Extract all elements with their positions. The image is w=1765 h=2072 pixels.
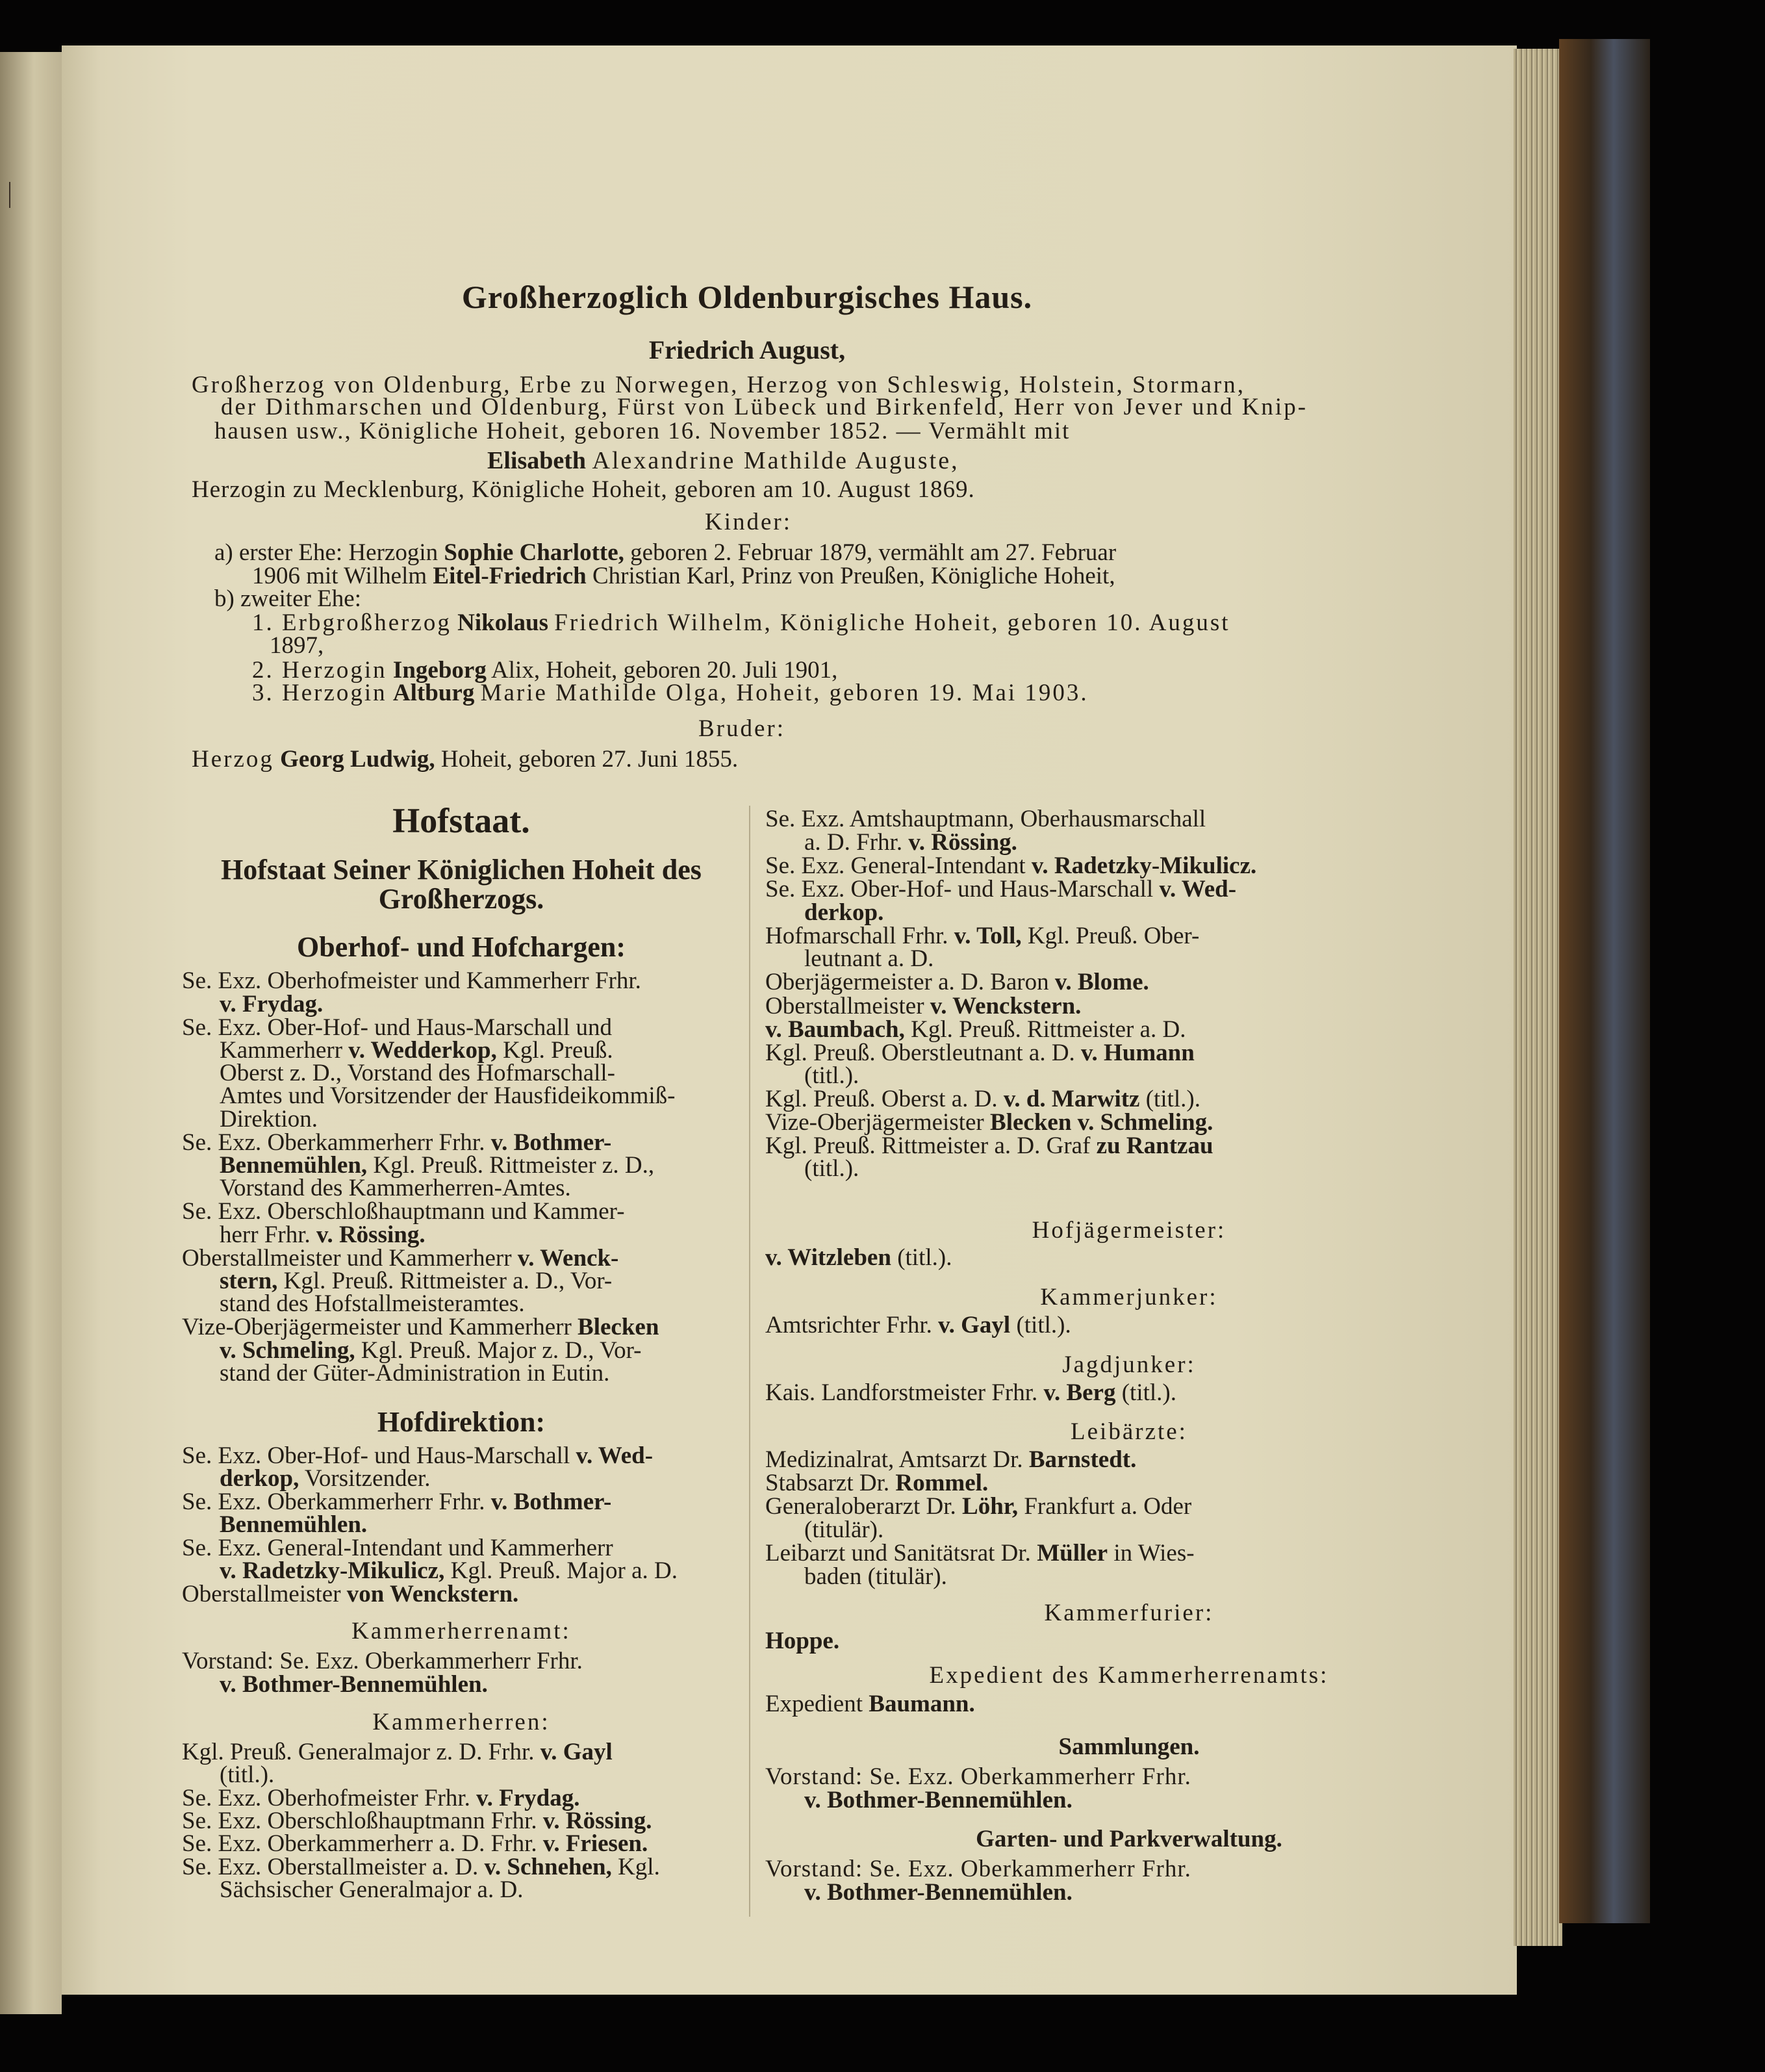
- right-entry-1: Se. Exz. Amtshauptmann, Oberhausmarschall: [765, 806, 1206, 832]
- hofdirektion-entry-2: Se. Exz. Oberkammerherr Frhr. v. Bothmer-: [182, 1489, 612, 1515]
- kammerherren-entry-1: Kgl. Preuß. Generalmajor z. D. Frhr. v. Gayl: [182, 1739, 613, 1765]
- kammerherrenamt-entry: Vorstand: Se. Exz. Oberkammerherr Frhr.: [182, 1648, 583, 1674]
- oberhof-entry-4b: herr Frhr. v. Rössing.: [220, 1221, 425, 1248]
- kammerfurier-entry: Hoppe.: [765, 1628, 840, 1654]
- right-entry-11: Kgl. Preuß. Rittmeister a. D. Graf zu Rantzau: [765, 1132, 1213, 1159]
- leibarzt-entry-4: Leibarzt und Sanitätsrat Dr. Müller in Wies-: [765, 1540, 1195, 1567]
- oberhof-entry-2: Se. Exz. Ober-Hof- und Haus-Marschall und: [182, 1014, 612, 1041]
- right-entry-5: Oberjägermeister a. D. Baron v. Blome.: [765, 969, 1149, 995]
- kammerherrenamt-heading: Kammerherrenamt:: [351, 1618, 571, 1644]
- kinder-a-line-2: 1906 mit Wilhelm Eitel-Friedrich Christian Karl, Prinz von Preußen, Königliche Hoheit,: [252, 563, 1115, 589]
- marbled-cover: [1559, 39, 1650, 1923]
- sammlungen-entry: Vorstand: Se. Exz. Oberkammerherr Frhr.: [765, 1763, 1191, 1790]
- oberhof-entry-3c: Vorstand des Kammerherren-Amtes.: [220, 1175, 571, 1201]
- oberhof-entry-1: Se. Exz. Oberhofmeister und Kammerherr Frhr.: [182, 967, 641, 994]
- oberhof-entry-5: Oberstallmeister und Kammerherr v. Wenck-: [182, 1245, 619, 1272]
- garten-heading: Garten- und Parkverwaltung.: [976, 1826, 1282, 1852]
- jagdjunker-entry: Kais. Landforstmeister Frhr. v. Berg (titl.).: [765, 1379, 1176, 1406]
- hofdirektion-entry-3b: v. Radetzky-Mikulicz, Kgl. Preuß. Major a. D.: [220, 1557, 678, 1584]
- garten-entry-name: v. Bothmer-Bennemühlen.: [804, 1879, 1073, 1906]
- leibaerzte-heading: Leibärzte:: [1071, 1418, 1187, 1445]
- column-divider: [749, 806, 750, 1917]
- hofdirektion-entry-1b: derkop, Vorsitzender.: [220, 1465, 431, 1492]
- oberhof-entry-2e: Direktion.: [220, 1106, 318, 1132]
- right-entry-4b: leutnant a. D.: [804, 945, 934, 972]
- kammerfurier-heading: Kammerfurier:: [1044, 1600, 1214, 1626]
- right-entry-3b: derkop.: [804, 899, 884, 926]
- right-entry-6: Oberstallmeister v. Wenckstern.: [765, 993, 1082, 1019]
- header-line-3: hausen usw., Königliche Hoheit, geboren 16. November 1852. — Vermählt mit: [214, 418, 1071, 444]
- garten-entry: Vorstand: Se. Exz. Oberkammerherr Frhr.: [765, 1856, 1191, 1882]
- bruder-line: Herzog Georg Ludwig, Hoheit, geboren 27. Juni 1855.: [192, 746, 739, 773]
- header-line-1: Großherzog von Oldenburg, Erbe zu Norwegen, Herzog von Schleswig, Holstein, Stormarn,: [192, 372, 1245, 398]
- oberhof-entry-4: Se. Exz. Oberschloßhauptmann und Kammer-: [182, 1198, 625, 1225]
- expedient-entry: Expedient Baumann.: [765, 1691, 975, 1717]
- right-entry-11b: (titl.).: [804, 1155, 859, 1182]
- kammerherren-entry-5: Se. Exz. Oberstallmeister a. D. v. Schnehen, Kgl.: [182, 1854, 660, 1880]
- kammerherren-entry-2: Se. Exz. Oberhofmeister Frhr. v. Frydag.: [182, 1785, 580, 1811]
- right-entry-7: v. Baumbach, Kgl. Preuß. Rittmeister a. D.: [765, 1016, 1186, 1043]
- hofjaegermeister-heading: Hofjägermeister:: [1032, 1217, 1226, 1244]
- hofdirektion-heading: Hofdirektion:: [377, 1406, 546, 1438]
- kammerherrenamt-entry-name: v. Bothmer-Bennemühlen.: [220, 1671, 488, 1698]
- spouse-first-name: Elisabeth: [487, 447, 587, 474]
- kammerherren-entry-3: Se. Exz. Oberschloßhauptmann Frhr. v. Rössing.: [182, 1808, 652, 1834]
- oberhof-entry-2c: Oberst z. D., Vorstand des Hofmarschall-: [220, 1060, 616, 1086]
- right-entry-8: Kgl. Preuß. Oberstleutnant a. D. v. Humann: [765, 1040, 1195, 1066]
- oberhof-entry-2d: Amtes und Vorsitzender der Hausfideikommiß-: [220, 1082, 676, 1109]
- expedient-heading: Expedient des Kammerherrenamts:: [929, 1662, 1329, 1689]
- right-entry-3: Se. Exz. Ober-Hof- und Haus-Marschall v. Wed-: [765, 876, 1237, 902]
- bruder-heading: Bruder:: [698, 715, 786, 742]
- oberhof-heading: Oberhof- und Hofchargen:: [297, 931, 626, 963]
- page-edges: [1514, 49, 1562, 1946]
- kinder-b: b) zweiter Ehe:: [214, 585, 361, 612]
- oberhof-entry-3: Se. Exz. Oberkammerherr Frhr. v. Bothmer-: [182, 1129, 612, 1156]
- kinder-a-line-1: a) erster Ehe: Herzogin Sophie Charlotte, geboren 2. Februar 1879, vermählt am 27. Februar: [214, 539, 1117, 566]
- header-line-2: der Dithmarschen und Oldenburg, Fürst von Lübeck und Birkenfeld, Herr von Jever und Knip-: [221, 394, 1308, 420]
- hofstaat-sub-1: Hofstaat Seiner Königlichen Hoheit des: [221, 854, 702, 886]
- oberhof-entry-3b: Bennemühlen, Kgl. Preuß. Rittmeister z. D.,: [220, 1152, 655, 1179]
- leibarzt-entry-2: Stabsarzt Dr. Rommel.: [765, 1470, 989, 1496]
- kinder-heading: Kinder:: [705, 509, 793, 535]
- oberhof-entry-2b: Kammerherr v. Wedderkop, Kgl. Preuß.: [220, 1037, 613, 1064]
- oberhof-entry-1-name: v. Frydag.: [220, 991, 324, 1017]
- jagdjunker-heading: Jagdjunker:: [1062, 1351, 1196, 1378]
- kinder-c1-cont: 1897,: [270, 632, 324, 659]
- sammlungen-entry-name: v. Bothmer-Bennemühlen.: [804, 1787, 1073, 1813]
- spouse-name: [487, 448, 959, 473]
- right-entry-9: Kgl. Preuß. Oberst a. D. v. d. Marwitz (titl.).: [765, 1086, 1200, 1112]
- kammerherren-entry-1b: (titl.).: [220, 1761, 275, 1788]
- sammlungen-heading: Sammlungen.: [1058, 1733, 1200, 1760]
- kinder-c2: 2. Herzogin Ingeborg Alix, Hoheit, geboren 20. Juli 1901,: [252, 657, 838, 684]
- kammerherren-heading: Kammerherren:: [372, 1709, 550, 1735]
- hofstaat-heading: Hofstaat.: [392, 801, 530, 840]
- leibarzt-entry-3: Generaloberarzt Dr. Löhr, Frankfurt a. Oder: [765, 1493, 1192, 1520]
- spouse-rest-name: Alexandrine Mathilde Auguste,: [592, 447, 959, 474]
- leibarzt-entry-4b: baden (titulär).: [804, 1563, 947, 1590]
- right-entry-10: Vize-Oberjägermeister Blecken v. Schmeling.: [765, 1109, 1213, 1136]
- kammerjunker-entry: Amtsrichter Frhr. v. Gayl (titl.).: [765, 1312, 1071, 1338]
- hofdirektion-entry-1: Se. Exz. Ober-Hof- und Haus-Marschall v. Wed-: [182, 1442, 654, 1469]
- right-entry-1b: a. D. Frhr. v. Rössing.: [804, 829, 1017, 856]
- spouse-line: Herzogin zu Mecklenburg, Königliche Hoheit, geboren am 10. August 1869.: [192, 476, 975, 503]
- right-entry-8b: (titl.).: [804, 1062, 859, 1089]
- hofdirektion-entry-2b: Bennemühlen.: [220, 1511, 368, 1538]
- ruler-name: Friedrich August,: [648, 335, 846, 365]
- kinder-c3: 3. Herzogin Altburg Marie Mathilde Olga, Hoheit, geboren 19. Mai 1903.: [252, 680, 1089, 706]
- hofdirektion-entry-3: Se. Exz. General-Intendant und Kammerherr: [182, 1535, 613, 1561]
- page-title: Großherzoglich Oldenburgisches Haus.: [461, 279, 1033, 315]
- hofdirektion-entry-4: Oberstallmeister von Wenckstern.: [182, 1581, 519, 1607]
- hofstaat-sub-2: Großherzogs.: [378, 883, 544, 915]
- right-entry-2: Se. Exz. General-Intendant v. Radetzky-Mikulicz.: [765, 852, 1257, 879]
- leibarzt-entry-3b: (titulär).: [804, 1516, 884, 1543]
- pencil-mark: [9, 182, 10, 208]
- leibarzt-entry-1: Medizinalrat, Amtsarzt Dr. Barnstedt.: [765, 1446, 1137, 1473]
- kammerherren-entry-4: Se. Exz. Oberkammerherr a. D. Frhr. v. Friesen.: [182, 1830, 648, 1857]
- right-entry-4: Hofmarschall Frhr. v. Toll, Kgl. Preuß. Ober-: [765, 923, 1200, 949]
- kammerherren-entry-5b: Sächsischer Generalmajor a. D.: [220, 1876, 524, 1903]
- oberhof-entry-5c: stand des Hofstallmeisteramtes.: [220, 1290, 525, 1317]
- kammerjunker-heading: Kammerjunker:: [1040, 1284, 1218, 1311]
- hofjaegermeister-entry: v. Witzleben (titl.).: [765, 1244, 952, 1271]
- left-page-edge: [0, 52, 62, 2014]
- oberhof-entry-6: Vize-Oberjägermeister und Kammerherr Blecken: [182, 1314, 659, 1340]
- oberhof-entry-5b: stern, Kgl. Preuß. Rittmeister a. D., Vor-: [220, 1268, 613, 1294]
- kinder-c1: 1. Erbgroßherzog Nikolaus Friedrich Wilhelm, Königliche Hoheit, geboren 10. August: [252, 609, 1230, 636]
- oberhof-entry-6b: v. Schmeling, Kgl. Preuß. Major z. D., Vor-: [220, 1337, 642, 1364]
- oberhof-entry-6c: stand der Güter-Administration in Eutin.: [220, 1360, 610, 1387]
